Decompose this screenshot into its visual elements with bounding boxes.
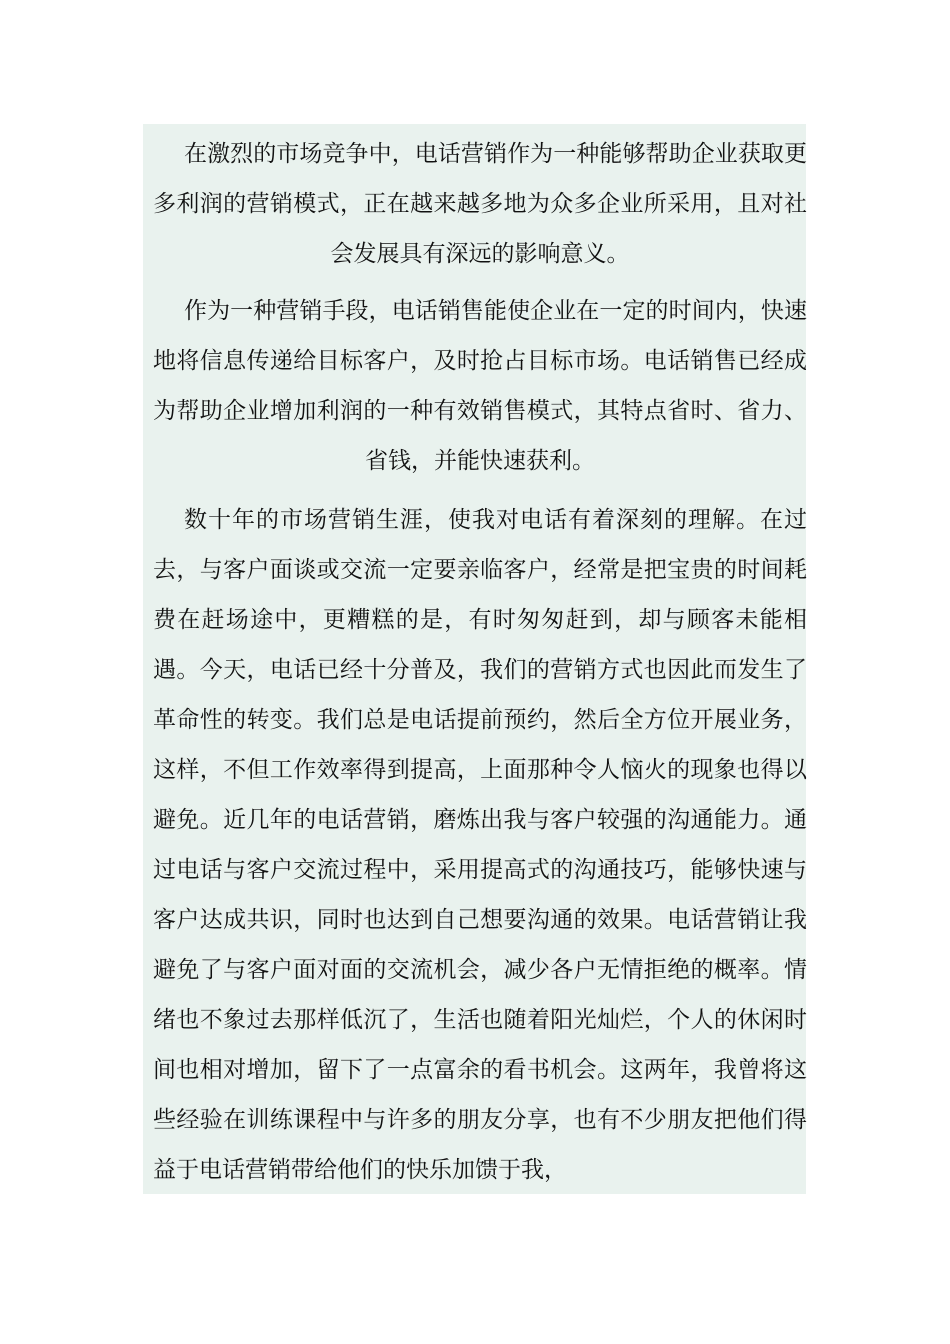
paragraph-1: 在激烈的市场竞争中，电话营销作为一种能够帮助企业获取更多利润的营销模式，正在越来越多地为众多企业所采用，且对社会发展具有深远的影响意义。 — [153, 141, 807, 267]
paragraph-2: 作为一种营销手段，电话销售能使企业在一定的时间内，快速地将信息传递给目标客户，及时抢占目标市场。电话销售已经成为帮助企业增加利润的一种有效销售模式，其特点省时、省力、省钱，并能快速获利。 — [153, 298, 807, 474]
text-block — [143, 124, 806, 1194]
paragraph-3: 数十年的市场营销生涯，使我对电话有着深刻的理解。在过去，与客户面谈或交流一定要亲临客户，经常是把宝贵的时间耗费在赶场途中，更糟糕的是，有时匆匆赶到，却与顾客未能相遇。今天，电话已经十分普及，我们的营销方式也因此而发生了革命性的转变。我们总是电话提前预约，然后全方位开展业务，这样，不但工作效率得到提高，上面那种令人恼火的现象也得以避免。近几年的电话营销，磨炼出我与客户较强的沟通能力。通过电话与客户交流过程中，采用提高式的沟通技巧，能够快速与客户达成共识，同时也达到自己想要沟通的效果。电话营销让我避免了与客户面对面的交流机会，减少各户无情拒绝的概率。情绪也不象过去那样低沉了，生活也随着阳光灿烂，个人的休闲时间也相对增加，留下了一点富余的看书机会。这两年，我曾将这些经验在训练课程中与许多的朋友分享，也有不少朋友把他们得益于电话营销带给他们的快乐加馈于我， — [153, 507, 807, 1183]
